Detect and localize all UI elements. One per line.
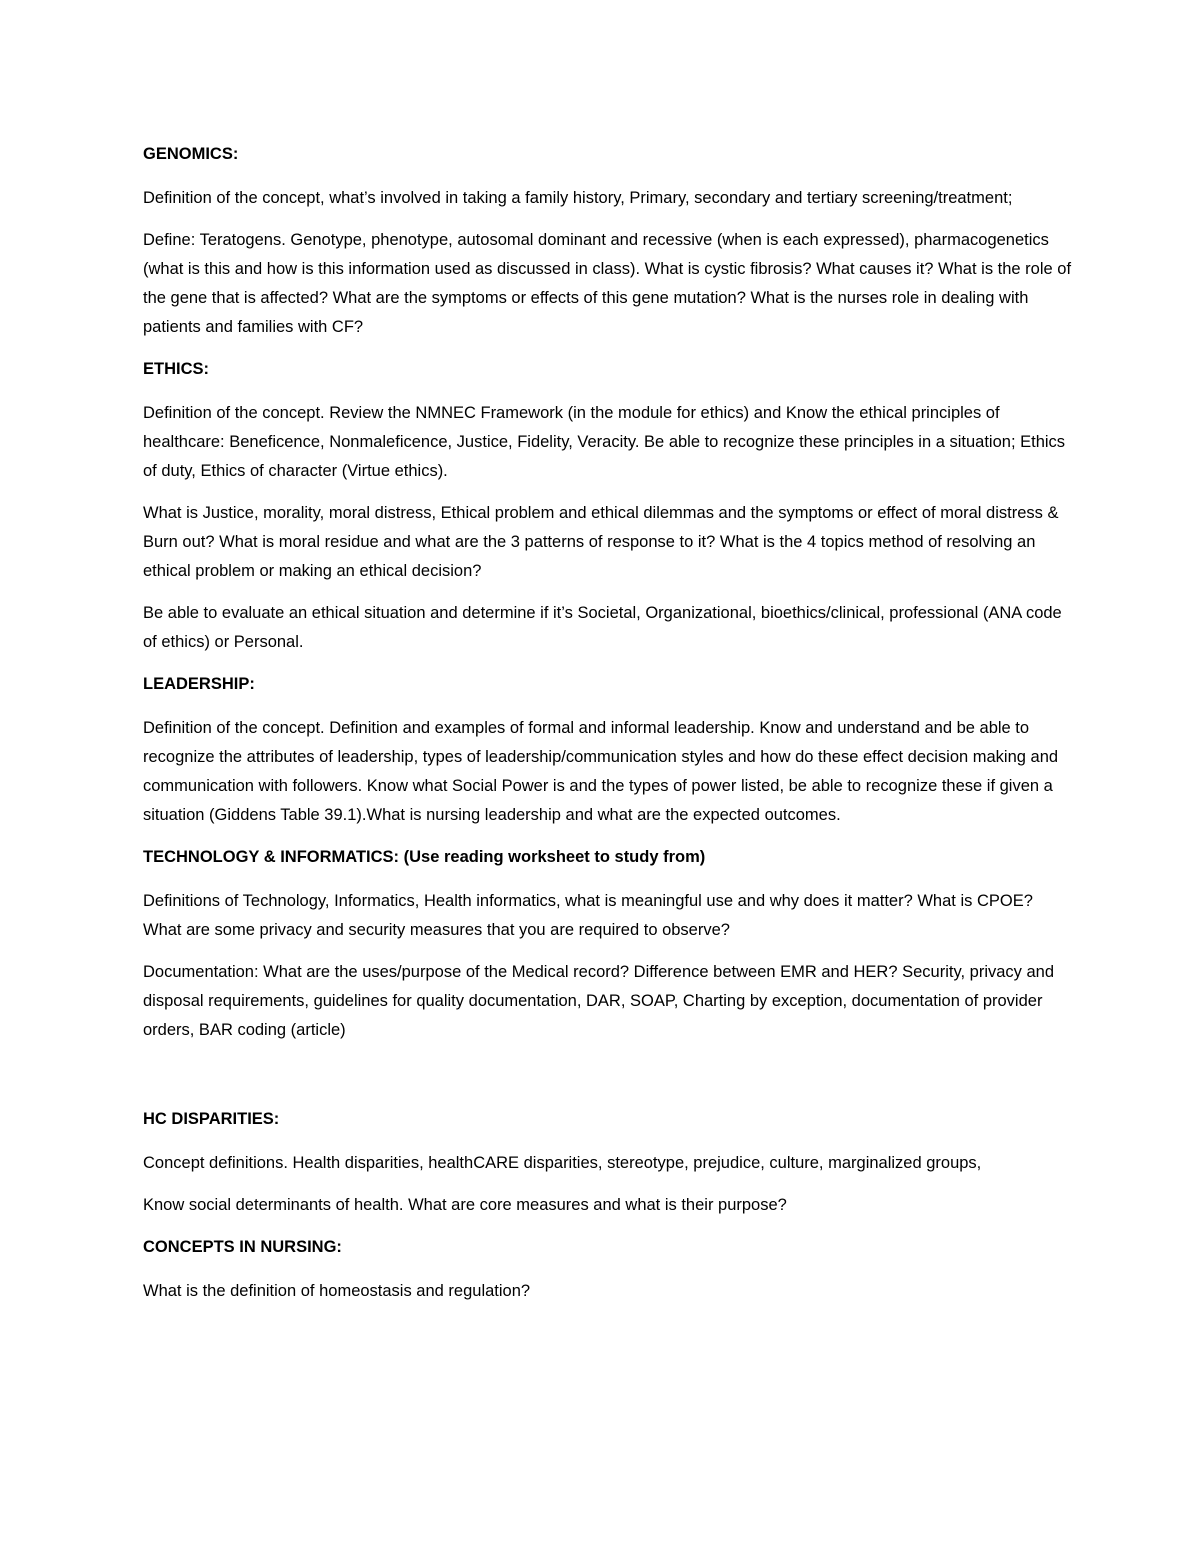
disparities-paragraph-1: Concept definitions. Health disparities, healthCARE disparities, stereotype, prejudice, culture, marginalized groups, [143,1154,982,1172]
leadership-paragraph-1: Definition of the concept. Definition and examples of formal and informal leadership. Know and understand and be able to recognize the attributes of leadership, types of leadership/communication styles and how do these effect decision making and communication with followers. Know what Social Power is and the types of power listed, be able to recognize these if given a situation (Giddens Table 39.1).What is nursing leadership and what are the expected outcomes. [143,719,1059,824]
ethics-paragraph-3: Be able to evaluate an ethical situation and determine if it’s Societal, Organizational, bioethics/clinical, professional (ANA code of ethics) or Personal. [143,604,1062,651]
ethics-heading: ETHICS: [143,360,209,378]
ethics-paragraph-2: What is Justice, morality, moral distress, Ethical problem and ethical dilemmas and the symptoms or effect of moral distress & Burn out? What is moral residue and what are the 3 patterns of response to it? What is the 4 topics method of resolving an ethical problem or making an ethical decision? [143,504,1059,580]
technology-paragraph-1: Definitions of Technology, Informatics, Health informatics, what is meaningful use and why does it matter? What is CPOE? What are some privacy and security measures that you are required to observe? [143,892,1033,939]
disparities-heading: HC DISPARITIES: [143,1110,280,1128]
technology-paragraph-2: Documentation: What are the uses/purpose of the Medical record? Difference between EMR and HER? Security, privacy and disposal requirements, guidelines for quality documentation, DAR, SOAP, Charting by exception, documentation of provider orders, BAR coding (article) [143,963,1055,1039]
genomics-paragraph-1: Definition of the concept, what’s involved in taking a family history, Primary, secondary and tertiary screening/treatment; [143,189,1013,207]
leadership-heading: LEADERSHIP: [143,675,255,693]
genomics-heading: GENOMICS: [143,145,239,163]
genomics-paragraph-2: Define: Teratogens. Genotype, phenotype, autosomal dominant and recessive (when is each expressed), pharmacogenetics (what is this and how is this information used as discussed in class). What is cystic fibrosis? What causes it? What is the role of the gene that is affected? What are the symptoms or effects of this gene mutation? What is the nurses role in dealing with patients and families with CF? [143,231,1072,336]
blank-line [143,1058,1073,1105]
technology-heading: TECHNOLOGY & INFORMATICS: (Use reading worksheet to study from) [143,848,706,866]
document-body [143,140,1073,1319]
disparities-paragraph-2: Know social determinants of health. What are core measures and what is their purpose? [143,1196,787,1214]
nursing-heading: CONCEPTS IN NURSING: [143,1238,342,1256]
ethics-paragraph-1: Definition of the concept. Review the NMNEC Framework (in the module for ethics) and Know the ethical principles of healthcare: Beneficence, Nonmaleficence, Justice, Fidelity, Veracity. Be able to recognize these principles in a situation; Ethics of duty, Ethics of character (Virtue ethics). [143,404,1066,480]
nursing-paragraph-1: What is the definition of homeostasis and regulation? [143,1282,531,1300]
